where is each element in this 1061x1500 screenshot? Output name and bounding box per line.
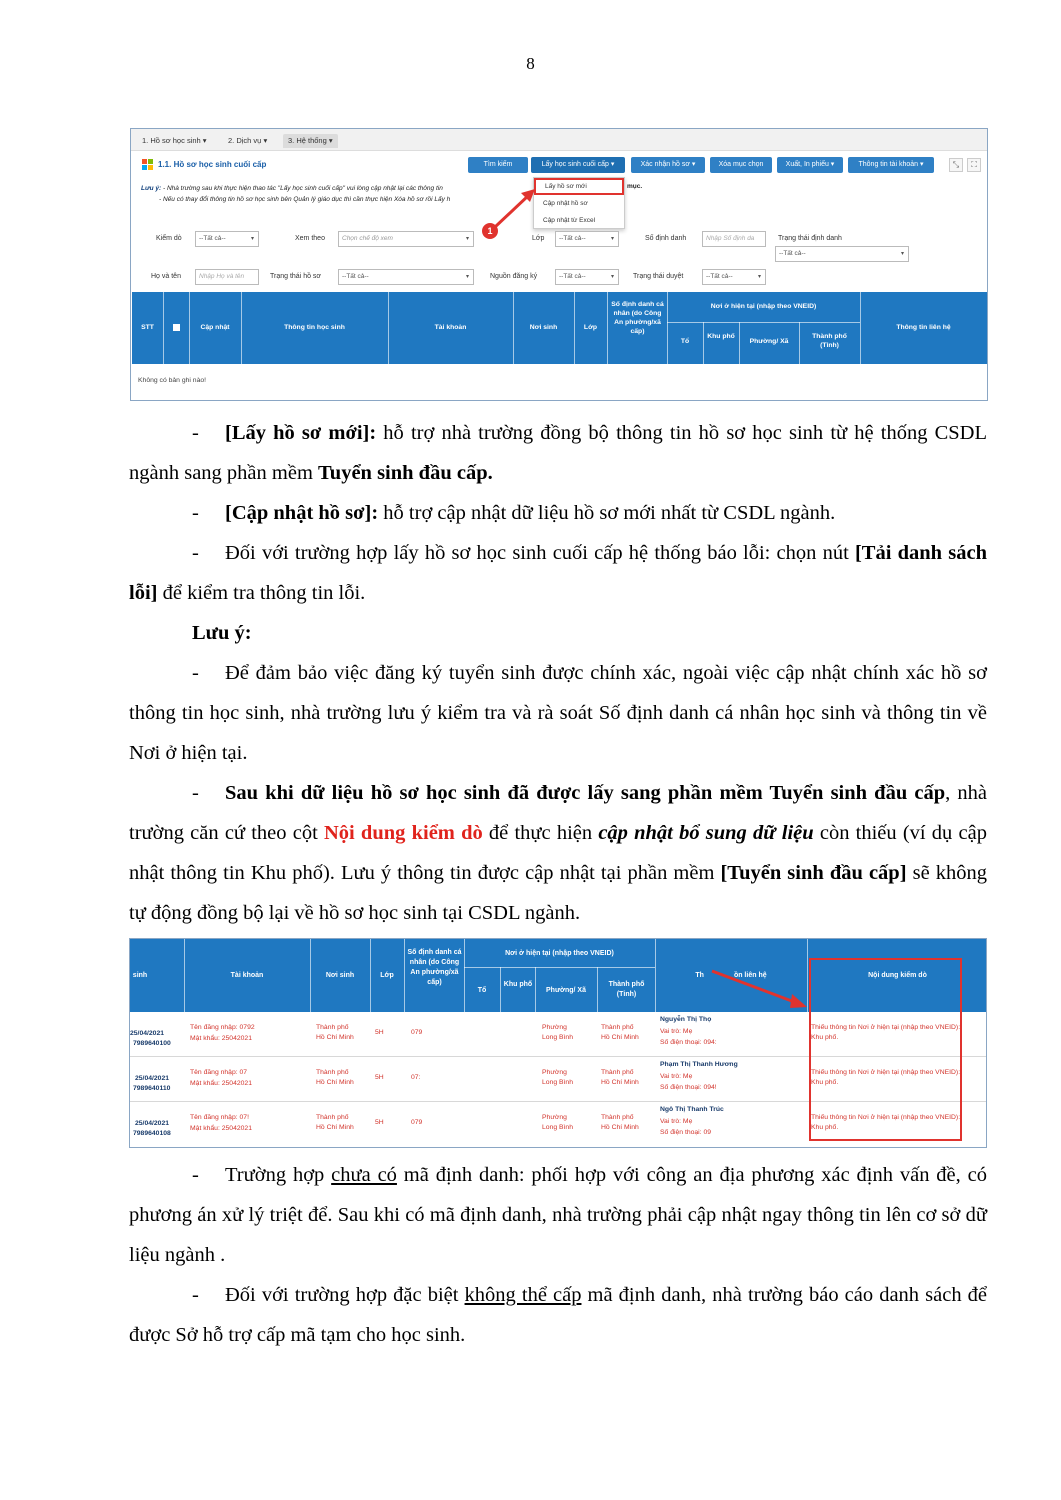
filter-nguon-label: Nguồn đăng ký: [490, 273, 538, 280]
filter-trangthaihs-label: Trạng thái hồ sơ: [270, 273, 322, 280]
paragraph-sau-khi: - Sau khi dữ liệu hồ sơ học sinh đã được lấy sang phần mềm Tuyển sinh đầu cấp, nhà trường căn cứ theo cột Nội dung kiểm dò để thực hiện cập nhật bổ sung dữ liệu còn thiếu (ví dụ cập nhật thông tin Khu phố). Lưu ý thông tin được cập nhật tại phần mềm [Tuyển sinh đầu cấp] sẽ không tự động đồng bộ lại về hồ sơ học sinh tại CSDL ngành.: [129, 782, 988, 924]
menu-dichvu[interactable]: 2. Dịch vụ ▾: [228, 136, 268, 145]
confirm-button[interactable]: Xác nhận hồ sơ ▾: [631, 157, 705, 173]
menu-hethong[interactable]: 3. Hệ thống ▾: [283, 134, 338, 148]
filter-lop-select[interactable]: --Tất cả-- ▾: [555, 231, 619, 247]
col2-lien-he: Th ồn liên hệ: [695, 972, 767, 979]
filter-kiemdo-label: Kiểm dò: [156, 235, 182, 242]
filter-hoten-label: Họ và tên: [151, 273, 181, 280]
table-row: 25/04/2021 7989640110 Tên đăng nhập: 07 Mật khẩu: 25042021 Thành phố Hồ Chí Minh 5H 07: Phường Long Bình Thành phố Hồ Chí Minh Phạm Thị Thanh Hương Vai trò: Mẹ Số điện thoại: 094! Thiếu thông tin Nơi ở hiện tại (nhập theo VNEID): Khu phố.: [130, 1057, 986, 1102]
filter-sodinhdanh-label: Số định danh: [645, 235, 687, 242]
filter-sodinhdanh-input[interactable]: Nhập Số định da: [702, 231, 766, 247]
col-noi-o-group: Nơi ở hiện tại (nhập theo VNEID): [710, 303, 817, 310]
page-title: 1.1. Hồ sơ học sinh cuối cấp: [158, 160, 267, 169]
select-all-checkbox[interactable]: [173, 324, 180, 331]
luu-y-heading: Lưu ý:: [192, 622, 252, 644]
table-row: 25/04/2021 7989640108 Tên đăng nhập: 07! Mật khẩu: 25042021 Thành phố Hồ Chí Minh 5H 079 Phường Long Bình Thành phố Hồ Chí Minh Ngô Thị Thanh Trúc Vai trò: Mẹ Số điện thoại: 09 Thiếu thông tin Nơi ở hiện tại (nhập theo VNEID): Khu phố.: [133, 1106, 961, 1137]
filter-nguon-select[interactable]: --Tất cả-- ▾: [555, 269, 619, 285]
col2-so-dinh-danh: Số định danh cá nhân (do Công An phường/xã cấp): [407, 949, 462, 986]
filter-duyet-label: Trạng thái duyệt: [633, 273, 684, 280]
filter-xemtheo-label: Xem theo: [295, 235, 325, 242]
dropdown-item-update-excel[interactable]: Cập nhật từ Excel: [543, 217, 596, 224]
empty-table-text: Không có bản ghi nào!: [138, 377, 207, 384]
filter-hoten-input[interactable]: Nhập Họ và tên: [195, 269, 259, 285]
col2-noi-sinh: Nơi sinh: [325, 972, 355, 979]
get-students-button[interactable]: Lấy học sinh cuối cấp ▾: [531, 157, 625, 173]
col2-khu-pho: Khu phố: [503, 981, 533, 988]
filter-lop-label: Lớp: [532, 235, 545, 242]
col-stt: STT: [141, 324, 154, 331]
screenshot-check-content: [129, 938, 987, 1148]
table-row: 25/04/2021 7989640100 Tên đăng nhập: 0792 Mật khẩu: 25042021 Thành phố Hồ Chí Minh 5H 079 Phường Long Bình Thành phố Hồ Chí Minh Nguyễn Thị Thọ Vai trò: Mẹ Số điện thoại: 094: Thiếu thông tin Nơi ở hiện tại (nhập theo VNEID): Khu phố.: [130, 1012, 986, 1057]
col2-noi-o-group: Nơi ở hiện tại (nhập theo VNEID): [505, 950, 614, 957]
callout-number: 1: [482, 223, 498, 239]
filter-xemtheo-select[interactable]: Chọn chế độ xem ▾: [338, 231, 474, 247]
paragraph-chua-co: - Trường hợp chưa có mã định danh: phối hợp với công an địa phương xác định vấn đề, có phương án xử lý triệt để. Sau khi có mã định danh, nhà trường phải cập nhật ngay thông tin lên cơ sở dữ liệu ngành .: [129, 1164, 987, 1266]
filter-duyet-select[interactable]: --Tất cả-- ▾: [702, 269, 766, 285]
dropdown-item-update-records[interactable]: Cập nhật hồ sơ: [543, 200, 588, 207]
filter-trangthaidd-select[interactable]: --Tất cả-- ▾: [775, 246, 909, 262]
menu-hoso[interactable]: 1. Hồ sơ học sinh ▾: [142, 136, 207, 145]
col-noi-sinh: Nơi sinh: [529, 324, 558, 331]
col-to: Tổ: [680, 338, 690, 345]
col-phuong-xa: Phường/ Xã: [749, 338, 789, 345]
paragraph-lay-ho-so-moi: - [Lấy hồ sơ mới]: hỗ trợ nhà trường đồng bộ thông tin hồ sơ học sinh từ hệ thống CSDL ngành sang phần mềm Tuyển sinh đầu cấp.: [129, 422, 987, 484]
account-info-button[interactable]: Thông tin tài khoản ▾: [848, 157, 934, 173]
note-tail: mục.: [627, 183, 643, 190]
col2-thanh-pho: Thành phố (Tỉnh): [608, 981, 645, 998]
col-lop: Lớp: [583, 324, 598, 331]
delete-selected-button[interactable]: Xóa mục chọn: [710, 157, 772, 173]
fullscreen-icon[interactable]: ⛶: [967, 158, 981, 172]
col2-noi-dung: Nội dung kiểm dò: [868, 972, 927, 979]
col-thanh-pho: Thành phố (Tỉnh): [812, 333, 847, 349]
col2-to: Tổ: [477, 987, 487, 994]
col2-lop: Lớp: [380, 972, 394, 979]
col-thong-tin: Thông tin học sinh: [284, 324, 345, 331]
col-cap-nhat: Cập nhật: [200, 324, 230, 331]
note-text: Lưu ý: - Nhà trường sau khi thực hiện thao tác "Lấy học sinh cuối cấp" vui lòng cập nhật lại các thông tin - Nếu có thay đổi thông tin hồ sơ học sinh bên Quản lý giáo dục thì cần thực hiện Xóa hồ sơ rồi Lấy h: [141, 185, 451, 203]
collapse-icon[interactable]: ⤡: [949, 158, 963, 172]
screenshot-student-records: [130, 128, 988, 401]
paragraph-dam-bao: - Để đảm bảo việc đăng ký tuyển sinh được chính xác, ngoài việc cập nhật chính xác hồ sơ thông tin học sinh, nhà trường lưu ý kiểm tra và rà soát Số định danh cá nhân học sinh và thông tin về Nơi ở hiện tại.: [129, 662, 987, 764]
search-button[interactable]: Tìm kiếm: [468, 157, 528, 173]
filter-trangthaidd-label: Trạng thái định danh: [778, 235, 842, 242]
col2-sinh: sinh: [132, 972, 148, 979]
paragraph-cap-nhat-ho-so: - [Cập nhật hồ sơ]: hỗ trợ cập nhật dữ liệu hồ sơ mới nhất từ CSDL ngành.: [192, 502, 836, 524]
col-lien-he: Thông tin liên hệ: [896, 324, 951, 331]
paragraph-bao-loi: - Đối với trường hợp lấy hồ sơ học sinh cuối cấp hệ thống báo lỗi: chọn nút [Tải danh sách lỗi] để kiểm tra thông tin lỗi.: [129, 542, 987, 604]
col-khu-pho: Khu phố: [707, 333, 735, 340]
col2-phuong-xa: Phường/ Xã: [546, 987, 586, 994]
dropdown-item-new-records[interactable]: Lấy hồ sơ mới: [534, 178, 624, 195]
col-tai-khoan: Tài khoản: [434, 324, 467, 331]
col-so-dinh-danh: Số định danh cá nhân (do Công An phường/xã cấp): [611, 301, 664, 335]
student-table-header: [132, 292, 987, 364]
col2-tai-khoan: Tài khoản: [230, 972, 264, 979]
filter-trangthaihs-select[interactable]: --Tất cả-- ▾: [338, 269, 474, 285]
filter-kiemdo-select[interactable]: --Tất cả-- ▾: [195, 231, 259, 247]
export-button[interactable]: Xuất, In phiếu ▾: [777, 157, 843, 173]
highlight-box: [809, 958, 962, 1141]
page-number: 8: [526, 54, 535, 73]
paragraph-khong-the-cap: - Đối với trường hợp đặc biệt không thể cấp mã định danh, nhà trường báo cáo danh sách để được Sở hỗ trợ cấp mã tạm cho học sinh.: [129, 1284, 987, 1346]
